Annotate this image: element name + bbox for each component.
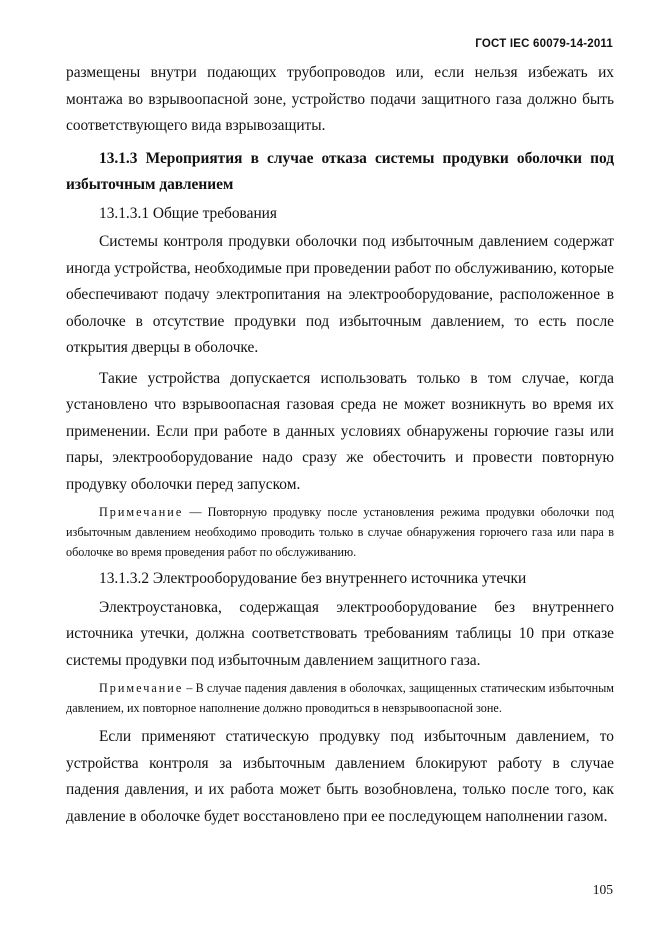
note-repeat-purge [66, 502, 614, 562]
subsection-heading-13-1-3-2: 13.1.3.2 Электрооборудование без внутреннего источника утечки [99, 570, 527, 587]
subsection-heading-13-1-3-1: 13.1.3.1 Общие требования [99, 204, 277, 222]
paragraph-such-devices: Такие устройства допускается использовать только в том случае, когда установлено что взрывоопасная газовая среда не может возникнуть во время их применении. Если при работе в данных условиях обнаружены горючие газы или пары, электрооборудование надо сразу же обесточить и провести повторную продувку оболочки перед запуском. [66, 369, 614, 493]
paragraph-continuation: размещены внутри подающих трубопроводов или, если нельзя избежать их монтажа во взрывоопасной зоне, устройство подачи защитного газа должно быть соответствующего вида взрывозащиты. [66, 64, 614, 134]
section-heading-13-1-3: 13.1.3 Мероприятия в случае отказа системы продувки оболочки под избыточным давлением [66, 149, 614, 193]
paragraph-control-systems: Системы контроля продувки оболочки под избыточным давлением содержат иногда устройства, необходимые при проведении работ по обслуживанию, которые обеспечивают подачу электропитания на электрооборудование, расположенное в оболочке в отсутствие продувки под избыточным давлением, то есть после открытия дверцы в оболочке. [66, 233, 614, 356]
note-label: Примечание [99, 505, 184, 519]
page-number: 105 [592, 882, 613, 897]
paragraph-electrical-installation: Электроустановка, содержащая электрооборудование без внутреннего источника утечки, должна соответствовать требованиям таблицы 10 при отказе системы продувки под избыточным давлением защитного газа. [66, 598, 614, 669]
paragraph-static-purge: Если применяют статическую продувку под избыточным давлением, то устройства контроля за избыточным давлением блокируют работу в случае падения давления, и их работа может быть возобновлена, только после того, как давление в оболочке будет восстановлено при ее последующем наполнении газом. [66, 728, 614, 825]
document-header: ГОСТ IEC 60079-14-2011 [475, 38, 613, 50]
note-text: – В случае падения давления в оболочках, защищенных статическим избыточным давлением, их повторное наполнение должно проводиться в невзрывоопасной зоне. [66, 681, 614, 715]
note-text: — Повторную продувку после установления режима продувки оболочки под избыточным давлением необходимо проводить только в случае обнаружения горючего газа или пара в оболочке во время проведения работ по обслуживанию. [66, 505, 614, 559]
note-pressure-drop [66, 678, 614, 718]
note-label: Примечание [99, 681, 184, 695]
page-content [66, 60, 614, 830]
